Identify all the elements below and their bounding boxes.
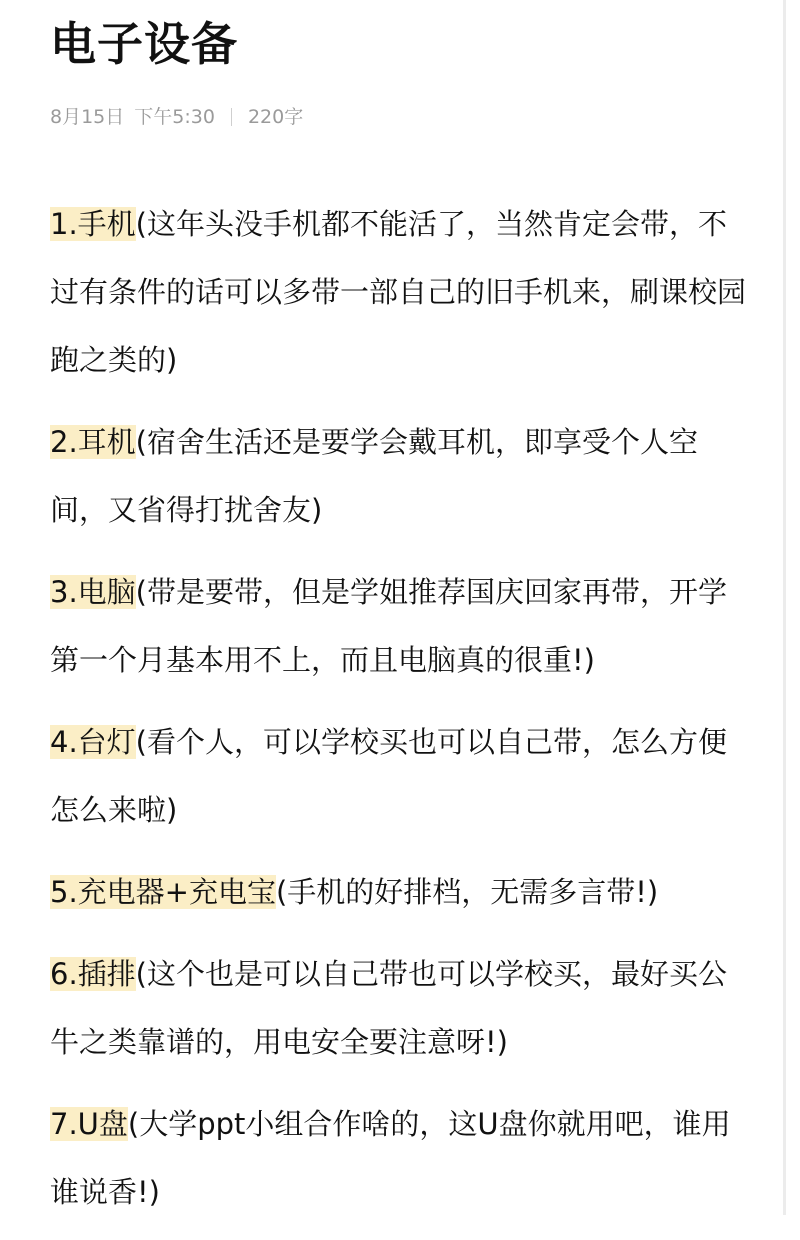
- item-label-highlight: 4.台灯: [50, 725, 136, 759]
- note-time: 下午5:30: [134, 106, 215, 128]
- list-item: [50, 858, 755, 926]
- item-text: (手机的好排档，无需多言带!): [275, 875, 659, 909]
- list-item: [50, 190, 755, 394]
- item-label-highlight: 3.电脑: [50, 575, 136, 609]
- scrollbar-track[interactable]: [783, 0, 786, 1215]
- item-label-highlight: 7.U盘: [50, 1107, 128, 1141]
- item-text: (宿舍生活还是要学会戴耳机，即享受个人空间，又省得打扰舍友): [50, 425, 698, 527]
- item-label-highlight: 5.充电器+充电宝: [50, 875, 276, 909]
- item-label-highlight: 6.插排: [50, 957, 136, 991]
- item-text: (带是要带，但是学姐推荐国庆回家再带，开学第一个月基本用不上，而且电脑真的很重!): [50, 575, 727, 677]
- note-date: 8月15日: [50, 106, 125, 128]
- list-item: [50, 1090, 755, 1226]
- item-list: [50, 190, 755, 1240]
- list-item: [50, 558, 755, 694]
- item-text: (看个人，可以学校买也可以自己带，怎么方便怎么来啦): [50, 725, 727, 827]
- list-item: [50, 940, 755, 1076]
- item-label-highlight: 2.耳机: [50, 425, 136, 459]
- item-text: (这年头没手机都不能活了，当然肯定会带，不过有条件的话可以多带一部自己的旧手机来，刷课校园跑之类的): [50, 207, 747, 377]
- list-item: [50, 408, 755, 544]
- item-text: (大学ppt小组合作啥的，这U盘你就用吧，谁用谁说香!): [50, 1107, 731, 1209]
- item-text: (这个也是可以自己带也可以学校买，最好买公牛之类靠谱的，用电安全要注意呀!): [50, 957, 727, 1059]
- meta-divider: [231, 108, 232, 126]
- item-label-highlight: 1.手机: [50, 207, 136, 241]
- note-title: 电子设备: [50, 17, 238, 71]
- word-count: 220字: [247, 106, 304, 128]
- list-item: [50, 708, 755, 844]
- note-meta: [50, 102, 303, 129]
